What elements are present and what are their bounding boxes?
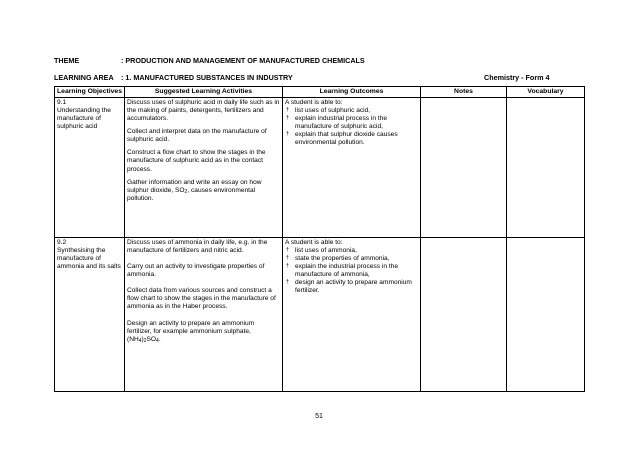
activity-item: Collect data from various sources and construct a flow chart to show the stages in the manufacture of ammonia as in the Haber process. <box>127 287 276 311</box>
theme-label: THEME <box>54 56 80 65</box>
objective-number: 9.2 <box>57 239 67 247</box>
page-number: 51 <box>315 413 323 420</box>
table-row <box>55 238 585 392</box>
theme-value: : PRODUCTION AND MANAGEMENT OF MANUFACTURED CHEMICALS <box>121 56 365 65</box>
outcomes-cell <box>283 238 421 392</box>
outcome-item: † design an activity to prepare ammonium fertilizer. <box>285 279 418 295</box>
objective-cell <box>55 98 125 238</box>
outcome-item: † list uses of ammonia, <box>285 247 418 255</box>
objective-text: Synthesising the manufacture of ammonia and its salts <box>57 247 121 271</box>
activity-item: Construct a flow chart to show the stages in the manufacture of sulphuric acid as in the contact process. <box>127 149 266 173</box>
objective-text: Understanding the manufacture of sulphuric acid <box>57 107 111 131</box>
learning-area-value: : 1. MANUFACTURED SUBSTANCES IN INDUSTRY <box>121 73 293 82</box>
outcome-item: † explain industrial process in the manufacture of sulphuric acid, <box>285 115 418 131</box>
notes-cell <box>421 238 507 392</box>
outcomes-list <box>285 107 418 147</box>
activity-item: Collect and interpret data on the manufacture of sulphuric acid. <box>127 128 267 144</box>
column-header: Notes <box>421 87 507 98</box>
learning-area-label: LEARNING AREA <box>54 73 114 82</box>
activity-item: Design an activity to prepare an ammonium fertilizer, for example ammonium sulphate, $(NH_4)_2SO_4$. <box>127 319 255 344</box>
objective-cell <box>55 238 125 392</box>
column-header: Learning Outcomes <box>283 87 421 98</box>
activity-item: Discuss uses of ammonia in daily life, e.g. in the manufacture of fertilizers and nitric acid. <box>127 239 268 255</box>
vocabulary-cell <box>507 98 585 238</box>
outcomes-list <box>285 247 418 295</box>
outcome-item: † explain that sulphur dioxide causes environmental pollution. <box>285 131 418 147</box>
subject-label: Chemistry - Form 4 <box>484 73 550 82</box>
outcome-item: † state the properties of ammonia, <box>285 255 418 263</box>
activity-item: Gather information and write an essay on how sulphur dioxide, $SO_2$, causes environmental pollution. <box>127 178 262 202</box>
column-header: Learning Objectives <box>55 87 125 98</box>
objective-number: 9.1 <box>57 99 67 107</box>
activity-item: Carry out an activity to investigate properties of ammonia. <box>127 263 265 279</box>
outcomes-intro: A student is able to: <box>285 99 343 107</box>
column-header: Vocabulary <box>507 87 585 98</box>
outcomes-cell <box>283 98 421 238</box>
column-header: Suggested Learning Activities <box>125 87 283 98</box>
outcomes-intro: A student is able to: <box>285 239 343 247</box>
table-header-row <box>55 87 585 98</box>
notes-cell <box>421 98 507 238</box>
syllabus-table <box>54 86 585 392</box>
activities-cell <box>125 98 283 238</box>
table-row <box>55 98 585 238</box>
outcome-item: † list uses of sulphuric acid, <box>285 107 418 115</box>
vocabulary-cell <box>507 238 585 392</box>
outcome-item: † explain the industrial process in the manufacture of ammonia, <box>285 263 418 279</box>
activities-cell <box>125 238 283 392</box>
activity-item: Discuss uses of sulphuric acid in daily life such as in the making of paints, detergents, fertilizers and accumulators. <box>127 99 280 123</box>
